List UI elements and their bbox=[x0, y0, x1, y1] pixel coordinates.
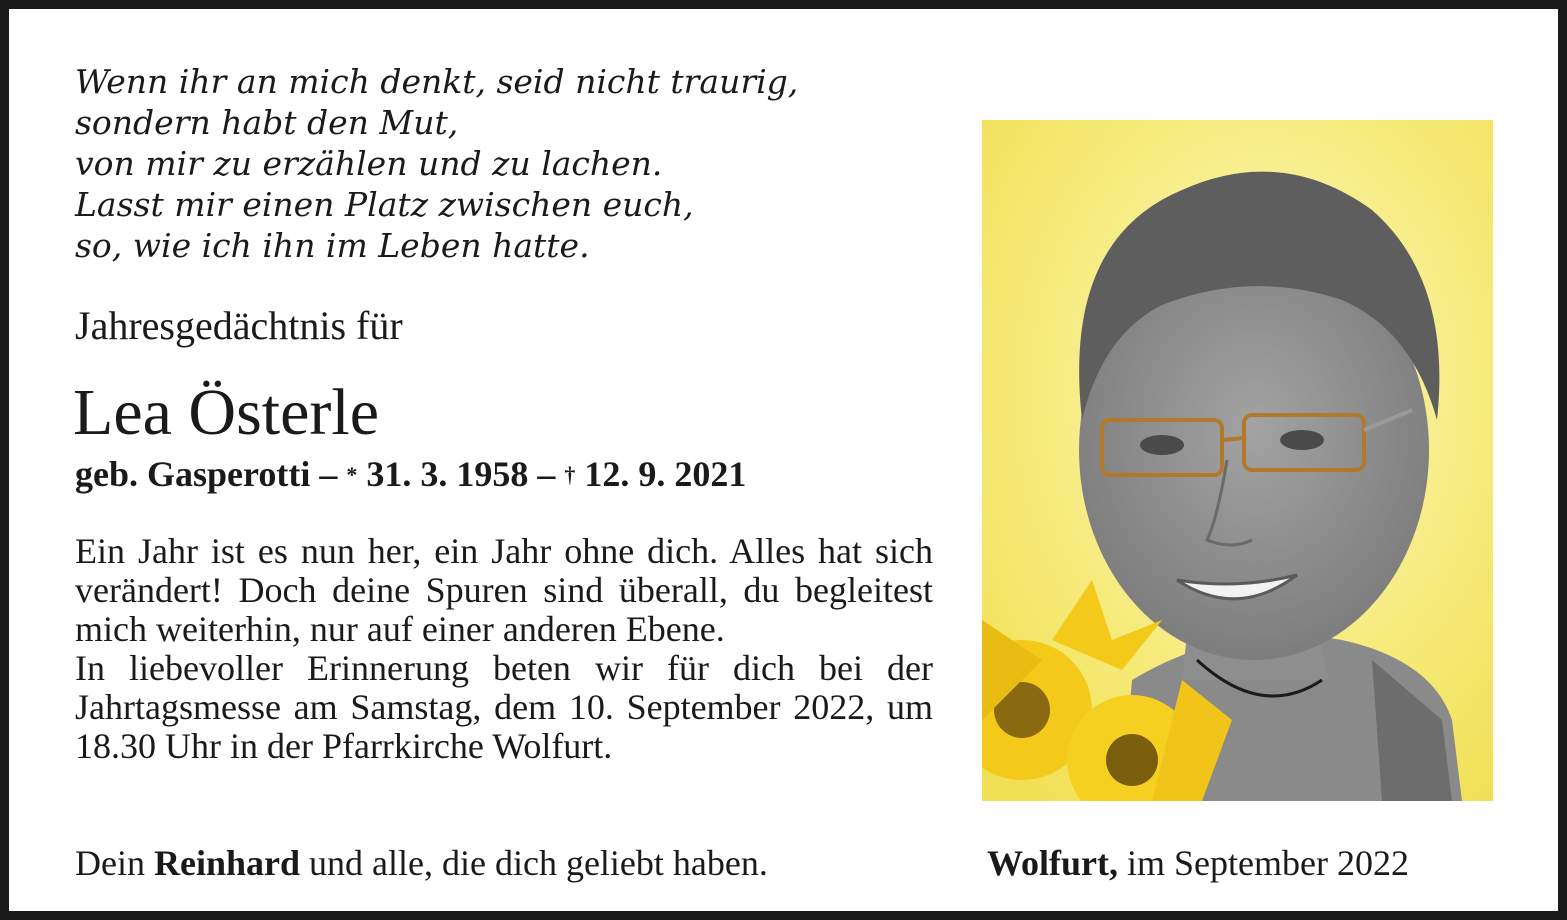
place-and-date bbox=[987, 842, 1409, 884]
glasses-bridge bbox=[1222, 438, 1244, 440]
memorial-text bbox=[75, 532, 933, 766]
memorial-poem bbox=[75, 61, 855, 266]
portrait-illustration bbox=[982, 120, 1493, 801]
portrait-photo bbox=[982, 120, 1493, 801]
left-eye bbox=[1140, 435, 1184, 455]
town-name: Wolfurt, bbox=[987, 843, 1118, 883]
signoff-suffix: und alle, die dich geliebt haben. bbox=[300, 843, 768, 883]
maiden-name: geb. Gasperotti bbox=[75, 454, 311, 494]
separator: – bbox=[528, 454, 565, 494]
death-cross-icon: † bbox=[564, 462, 576, 487]
death-date: 12. 9. 2021 bbox=[575, 454, 747, 494]
family-signoff bbox=[75, 842, 768, 884]
birth-star-icon: * bbox=[346, 462, 358, 487]
poem-line: so, wie ich ihn im Leben hatte. bbox=[75, 226, 590, 265]
deceased-name: Lea Österle bbox=[73, 376, 379, 449]
poem-line: sondern habt den Mut, bbox=[75, 103, 459, 142]
right-eye bbox=[1280, 430, 1324, 450]
poem-line: Wenn ihr an mich denkt, seid nicht traurig, bbox=[75, 62, 799, 101]
life-dates bbox=[75, 451, 746, 502]
body-paragraph: In liebevoller Erinnerung beten wir für dich bei der Jahrtagsmesse am Samstag, dem 10. September 2022, um 18.30 Uhr in der Pfarrkirche Wolfurt. bbox=[75, 648, 933, 766]
birth-date: 31. 3. 1958 bbox=[357, 454, 529, 494]
body-paragraph: Ein Jahr ist es nun her, ein Jahr ohne dich. Alles hat sich verändert! Doch deine Spuren sind überall, du begleitest mich weiterhin, nur auf einer anderen Ebene. bbox=[75, 531, 933, 649]
signoff-prefix: Dein bbox=[75, 843, 154, 883]
poem-line: Lasst mir einen Platz zwischen euch, bbox=[75, 185, 694, 224]
separator: – bbox=[310, 454, 347, 494]
signoff-name: Reinhard bbox=[153, 843, 301, 883]
poem-line: von mir zu erzählen und zu lachen. bbox=[75, 144, 663, 183]
anniversary-heading: Jahresgedächtnis für bbox=[75, 303, 403, 348]
notice-date: im September 2022 bbox=[1118, 843, 1409, 883]
